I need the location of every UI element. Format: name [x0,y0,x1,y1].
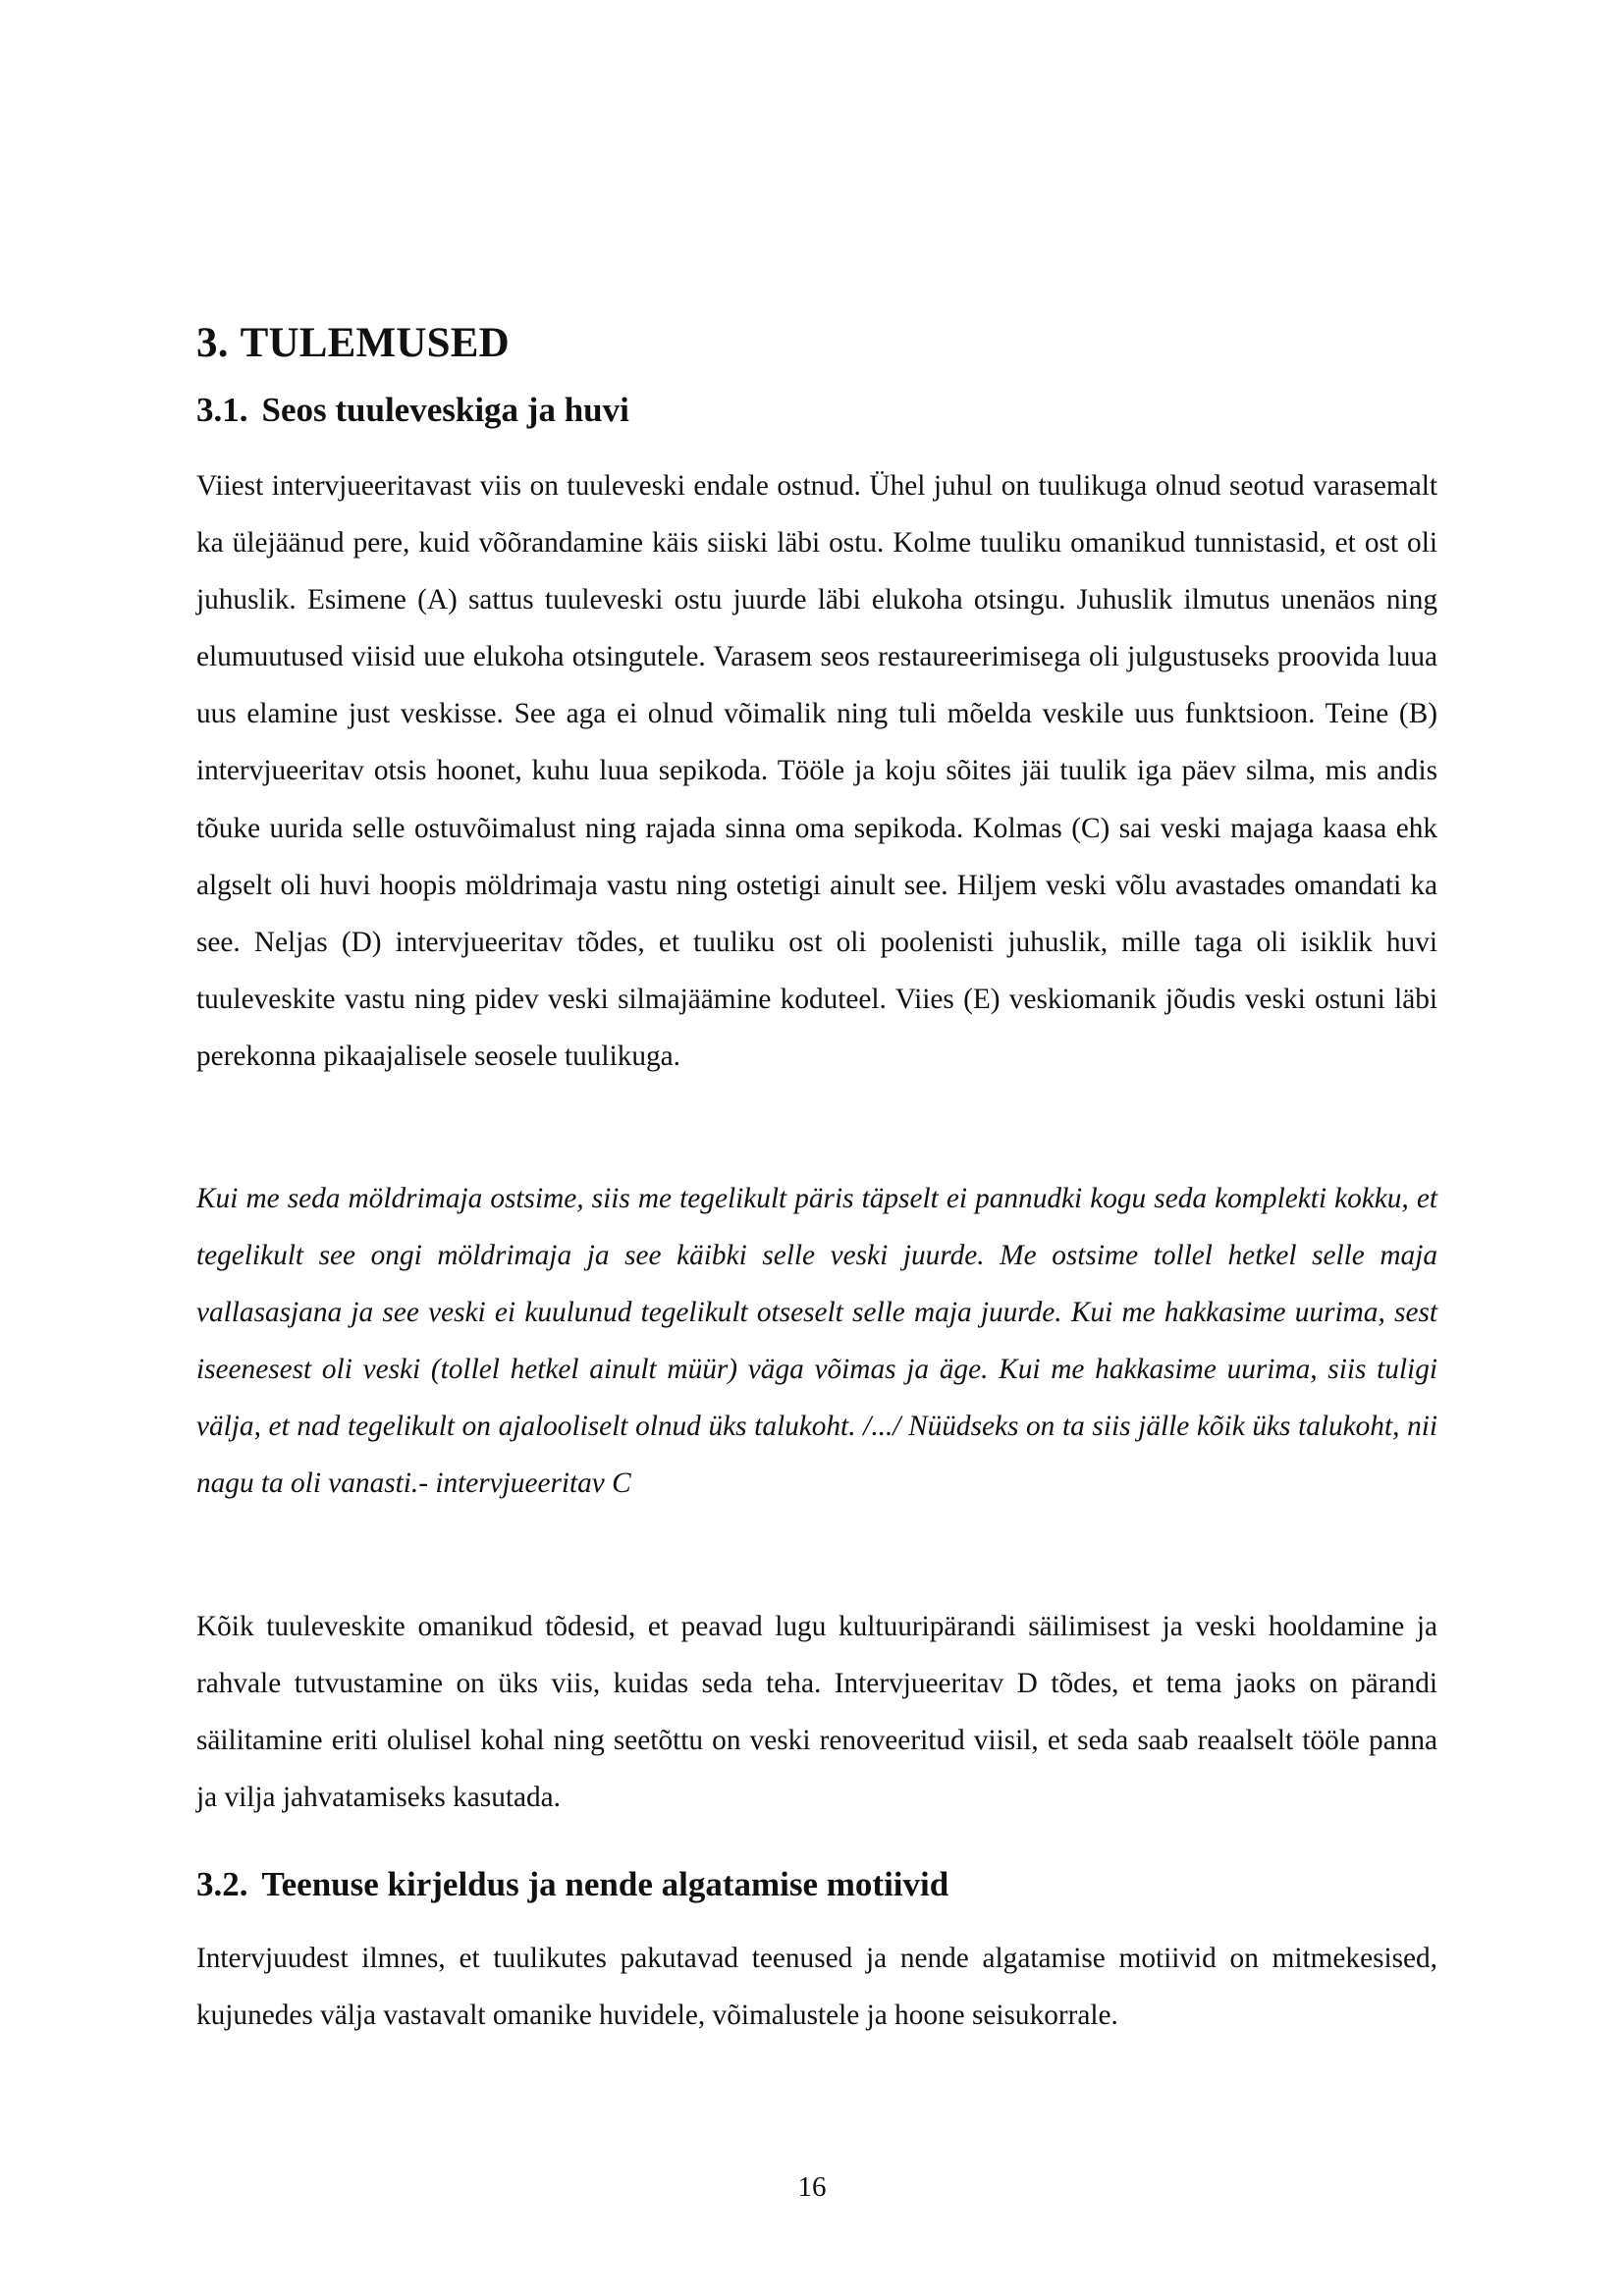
chapter-title: TULEMUSED [240,320,510,366]
chapter-heading [196,318,510,369]
section-title: Teenuse kirjeldus ja nende algatamise motiivid [261,1865,949,1903]
section-number: 3.2. [196,1865,248,1903]
section-heading-3-1 [196,389,629,432]
section-number: 3.1. [196,391,248,429]
paragraph-services-intro: Intervjuudest ilmnes, et tuulikutes pakutavad teenused ja nende algatamise motiivid on mitmekesised, kujunedes välja vastavalt omanike huvidele, võimalustele ja hoone seisukorrale. [196,1943,1437,2032]
chapter-number: 3. [196,320,229,366]
paragraph-purchase-background: Viiest intervjueeritavast viis on tuuleveski endale ostnud. Ühel juhul on tuulikuga olnud seotud varasemalt ka ülejäänud pere, kuid võõrandamine käis siiski läbi ostu. Kolme tuuliku omanikud tunnistasid, et ost oli juhuslik. Esimene (A) sattus tuuleveski ostu juurde läbi elukoha otsingu. Juhuslik ilmutus unenäos ning elumuutused viisid uue elukoha otsingutele. Varasem seos restaureerimisega oli julgustuseks proovida luua uus elamine just veskisse. See aga ei olnud võimalik ning tuli mõelda veskile uus funktsioon. Teine (B) intervjueeritav otsis hoonet, kuhu luua sepikoda. Tööle ja koju sõites jäi tuulik iga päev silma, mis andis tõuke uurida selle ostuvõimalust ning rajada sinna oma sepikoda. Kolmas (C) sai veski majaga kaasa ehk algselt oli huvi hoopis möldrimaja vastu ning ostetigi ainult see. Hiljem veski võlu avastades omandati ka see. Neljas (D) intervjueeritav tõdes, et tuuliku ost oli poolenisti juhuslik, mille taga oli isiklik huvi tuuleveskite vastu ning pidev veski silmajäämine koduteel. Viies (E) veskiomanik jõudis veski ostuni läbi perekonna pikaajalisele seosele tuulikuga. [196,470,1437,1072]
paragraph-heritage-preservation: Kõik tuuleveskite omanikud tõdesid, et peavad lugu kultuuripärandi säilimisest ja veski hooldamine ja rahvale tutvustamine on üks viis, kuidas seda teha. Intervjueeritav D tõdes, et tema jaoks on pärandi säilitamine eriti olulisel kohal ning seetõttu on veski renoveeritud viisil, et seda saab reaalselt tööle panna ja vilja jahvatamiseks kasutada. [196,1611,1437,1814]
section-heading-3-2 [196,1863,948,1906]
section-title: Seos tuuleveskiga ja huvi [261,391,629,429]
page-number: 16 [797,2171,827,2203]
interview-quote-c: Kui me seda möldrimaja ostsime, siis me tegelikult päris täpselt ei pannudki kogu seda komplekti kokku, et tegelikult see ongi möldrimaja ja see käibki selle veski juurde. Me ostsime tollel hetkel selle maja vallasasjana ja see veski ei kuulunud tegelikult otseselt selle maja juurde. Kui me hakkasime uurima, sest iseenesest oli veski (tollel hetkel ainult müür) väga võimas ja äge. Kui me hakkasime uurima, siis tuligi välja, et nad tegelikult on ajalooliselt olnud üks talukoht. /.../ Nüüdseks on ta siis jälle kõik üks talukoht, nii nagu ta oli vanasti.- intervjueeritav C [196,1183,1437,1500]
